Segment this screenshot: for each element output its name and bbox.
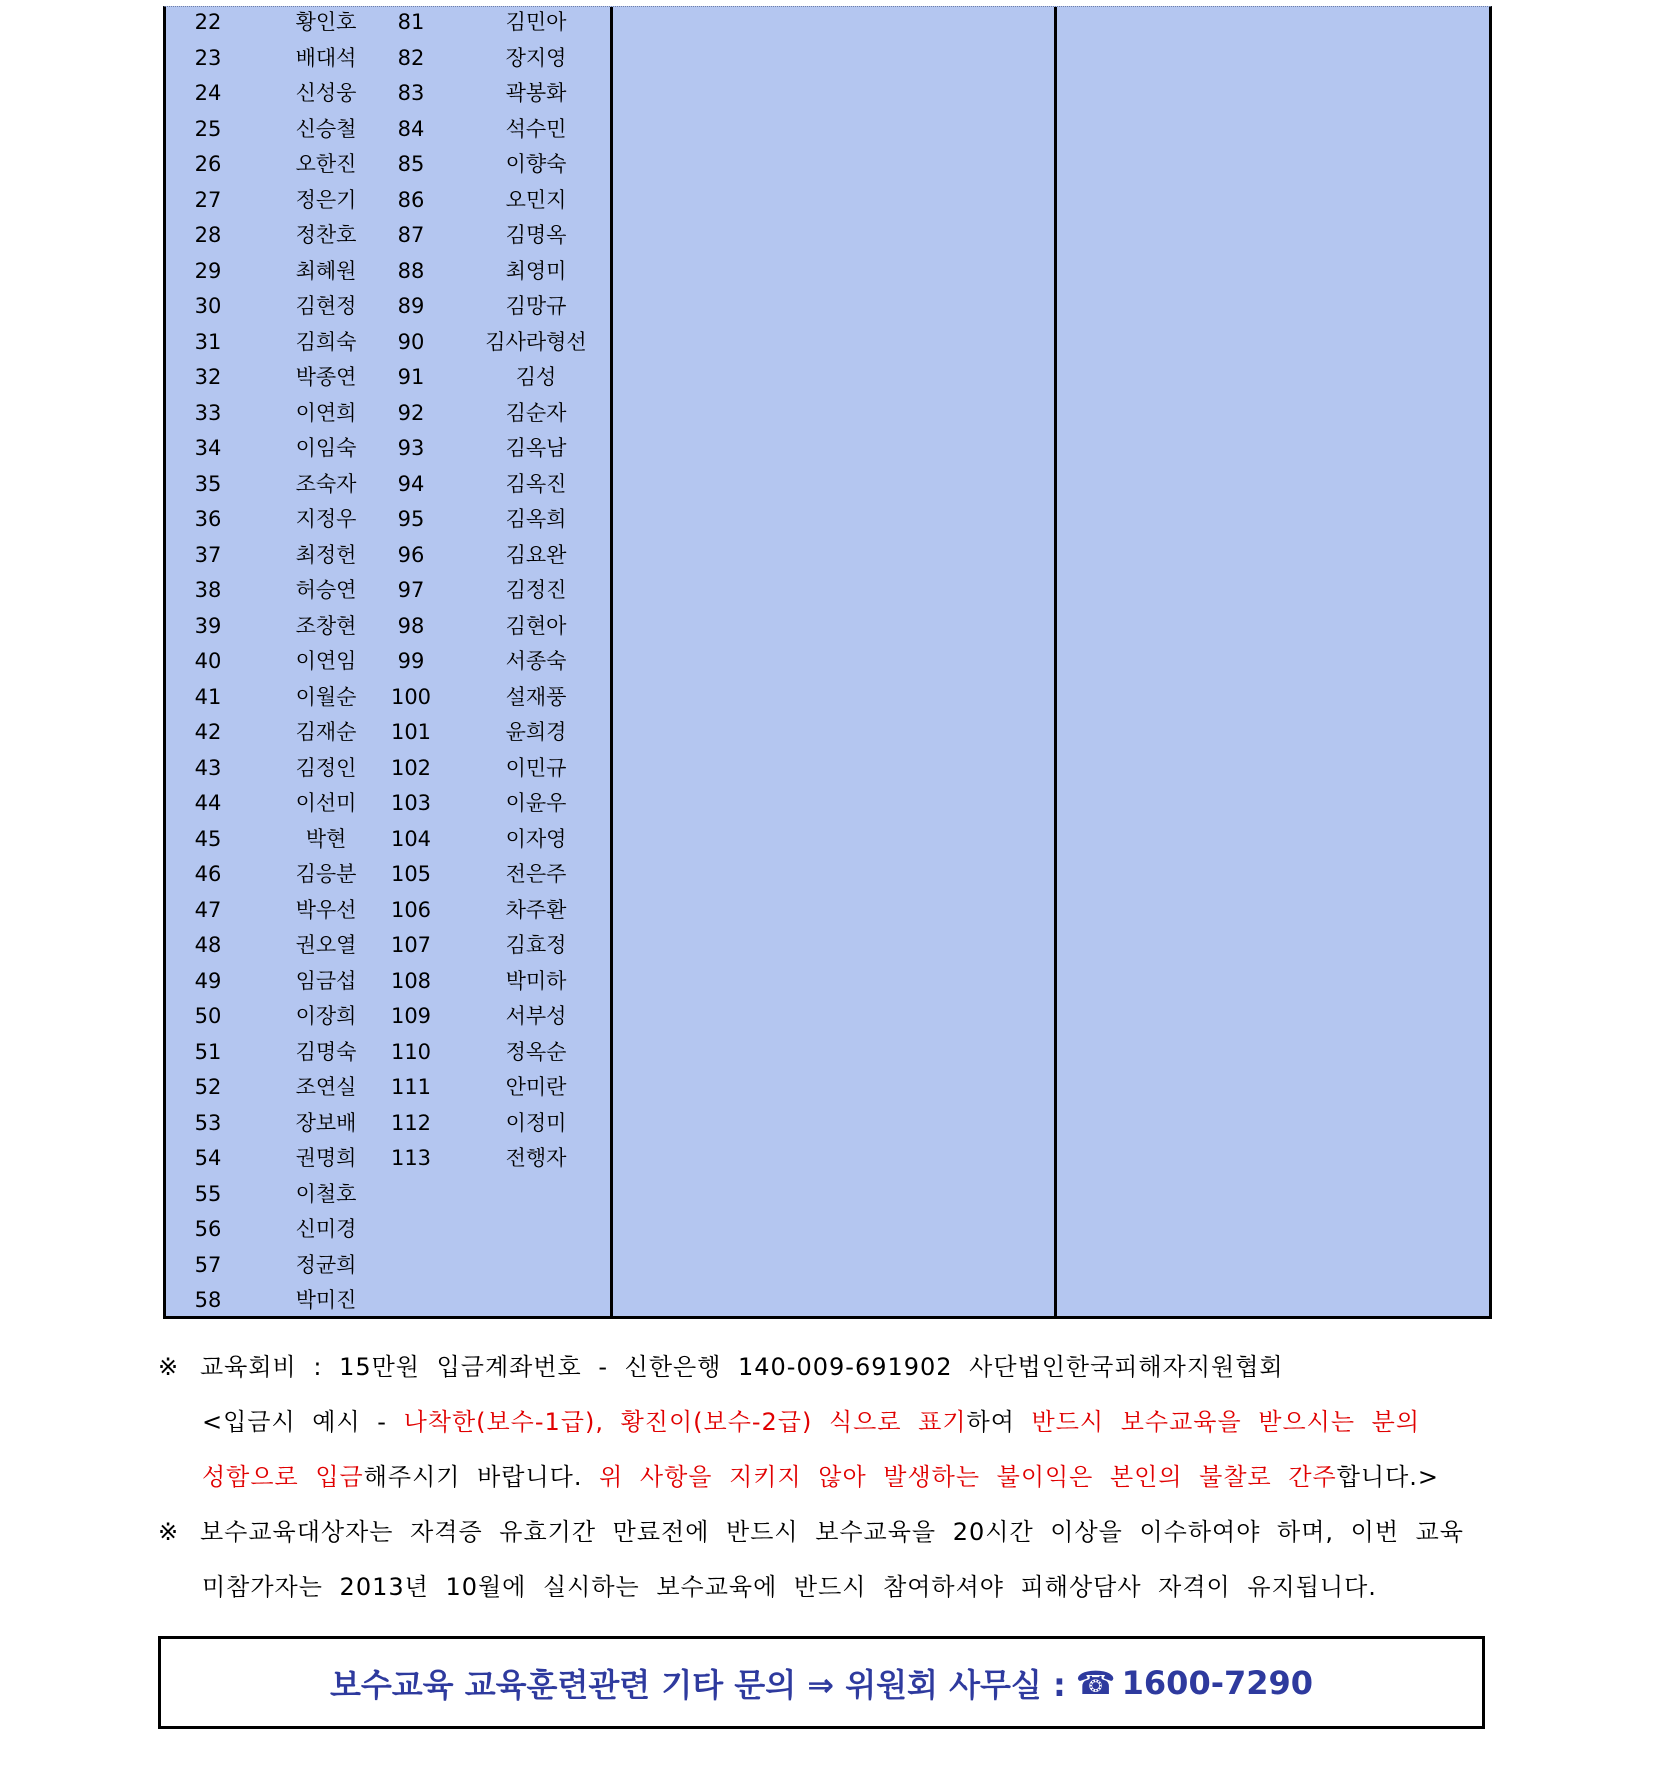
table-row xyxy=(166,504,606,540)
member-name: 장지영 xyxy=(505,45,567,70)
row-number: 32 xyxy=(194,365,222,389)
row-number: 110 xyxy=(390,1039,432,1064)
member-name: 전행자 xyxy=(505,1146,567,1170)
member-name: 서종숙 xyxy=(505,649,567,673)
table-row xyxy=(166,78,606,114)
row-number: 93 xyxy=(397,436,425,460)
row-number: 28 xyxy=(194,223,222,247)
table-row xyxy=(166,1108,606,1144)
row-number: 49 xyxy=(194,968,222,993)
table-row xyxy=(166,611,606,647)
deposit-must: 반드시 보수교육을 받으시는 분의 xyxy=(1031,1408,1421,1436)
member-name: 신승철 xyxy=(295,116,357,141)
row-number: 95 xyxy=(397,507,425,531)
row-number: 58 xyxy=(194,1288,222,1312)
row-number: 41 xyxy=(194,684,222,709)
member-name: 임금섭 xyxy=(295,968,357,993)
row-number: 54 xyxy=(194,1146,222,1170)
table-row xyxy=(166,895,606,931)
member-name: 이임숙 xyxy=(295,436,357,460)
row-number: 24 xyxy=(194,81,222,105)
row-number: 92 xyxy=(397,400,425,425)
member-name: 신성웅 xyxy=(295,81,357,105)
member-name: 정옥순 xyxy=(505,1039,567,1064)
member-name: 김망규 xyxy=(505,294,567,318)
member-name: 박종연 xyxy=(295,365,357,389)
telephone-icon: ☎ xyxy=(1075,1663,1116,1702)
row-number: 43 xyxy=(194,755,222,780)
member-name: 황인호 xyxy=(295,10,357,34)
deposit-open: <입금시 예시 - xyxy=(202,1408,404,1436)
row-number: 29 xyxy=(194,258,222,283)
member-name: 서부성 xyxy=(505,1004,567,1028)
member-name: 김옥희 xyxy=(505,507,567,531)
row-number: 90 xyxy=(397,329,425,354)
table-row xyxy=(166,1179,606,1215)
member-name: 김명숙 xyxy=(295,1039,357,1064)
member-name: 곽봉화 xyxy=(505,81,567,105)
row-number: 45 xyxy=(194,826,222,851)
row-number: 40 xyxy=(194,649,222,673)
table-row xyxy=(166,362,606,398)
member-name: 이선미 xyxy=(295,791,357,815)
row-number: 105 xyxy=(390,862,432,886)
row-number: 46 xyxy=(194,862,222,886)
reference-mark: ※ xyxy=(158,1518,180,1546)
requirement-line2: 미참가자는 2013년 10월에 실시하는 보수교육에 반드시 참여하셔야 피해상담사 자격이 유지됩니다. xyxy=(202,1573,1377,1601)
table-row xyxy=(166,291,606,327)
row-number: 81 xyxy=(397,10,425,34)
row-number: 48 xyxy=(194,933,222,957)
table-row xyxy=(166,149,606,185)
row-number: 85 xyxy=(397,152,425,176)
requirement-line1: 보수교육대상자는 자격증 유효기간 만료전에 반드시 보수교육을 20시간 이상을 이수하여야 하며, 이번 교육 xyxy=(200,1518,1464,1546)
row-number: 109 xyxy=(390,1004,432,1028)
row-number: 26 xyxy=(194,152,222,176)
member-name: 장보배 xyxy=(295,1110,357,1135)
member-name: 김사라형선 xyxy=(485,329,587,354)
deposit-note-line1 xyxy=(202,1402,1420,1442)
member-name: 이윤우 xyxy=(505,791,567,815)
row-number: 98 xyxy=(397,613,425,638)
member-name: 김민아 xyxy=(505,10,567,34)
table-row xyxy=(166,1037,606,1073)
member-name: 이정미 xyxy=(505,1110,567,1135)
row-number: 108 xyxy=(390,968,432,993)
reference-mark: ※ xyxy=(158,1353,180,1381)
fee-note xyxy=(158,1347,1284,1387)
deposit-warning: 위 사항을 지키지 않아 발생하는 불이익은 본인의 불찰로 간주 xyxy=(599,1463,1337,1491)
member-name: 신미경 xyxy=(295,1217,357,1241)
member-name: 김명옥 xyxy=(505,223,567,247)
row-number: 89 xyxy=(397,294,425,318)
deposit-example: 나착한(보수-1급), 황진이(보수-2급) 식으로 표기 xyxy=(403,1408,967,1436)
member-name: 박미진 xyxy=(295,1288,357,1312)
table-row xyxy=(166,859,606,895)
member-name: 이민규 xyxy=(505,755,567,780)
member-name: 이철호 xyxy=(295,1181,357,1206)
row-number: 101 xyxy=(390,720,432,744)
contact-phone: 1600-7290 xyxy=(1121,1663,1314,1702)
member-name: 조숙자 xyxy=(295,471,357,496)
row-number: 103 xyxy=(390,791,432,815)
member-name: 조창현 xyxy=(295,613,357,638)
member-name: 권명희 xyxy=(295,1146,357,1170)
row-number: 91 xyxy=(397,365,425,389)
row-number: 111 xyxy=(390,1075,432,1099)
table-row xyxy=(166,1250,606,1286)
row-number: 55 xyxy=(194,1181,222,1206)
member-name: 석수민 xyxy=(505,116,567,141)
table-row xyxy=(166,256,606,292)
member-name: 오민지 xyxy=(505,187,567,212)
table-row xyxy=(166,682,606,718)
table-row xyxy=(166,966,606,1002)
table-row xyxy=(166,575,606,611)
member-name: 김옥진 xyxy=(505,471,567,496)
row-number: 47 xyxy=(194,897,222,922)
row-number: 38 xyxy=(194,578,222,602)
row-number: 99 xyxy=(397,649,425,673)
table-row xyxy=(166,753,606,789)
member-name: 차주환 xyxy=(505,897,567,922)
fee-line: 교육회비 : 15만원 입금계좌번호 - 신한은행 140-009-691902 사단법인한국피해자지원협회 xyxy=(200,1353,1284,1381)
table-row xyxy=(166,930,606,966)
row-number: 52 xyxy=(194,1075,222,1099)
row-number: 113 xyxy=(390,1146,432,1170)
member-name: 이연희 xyxy=(295,400,357,425)
table-row xyxy=(166,540,606,576)
row-number: 87 xyxy=(397,223,425,247)
table-row xyxy=(166,1285,606,1321)
member-name: 박우선 xyxy=(295,897,357,922)
table-row xyxy=(166,1214,606,1250)
member-name: 조연실 xyxy=(295,1075,357,1099)
row-number: 94 xyxy=(397,471,425,496)
row-number: 112 xyxy=(390,1110,432,1135)
row-number: 50 xyxy=(194,1004,222,1028)
table-row xyxy=(166,7,606,43)
row-number: 37 xyxy=(194,542,222,567)
member-name: 박현 xyxy=(305,826,347,851)
table-row xyxy=(166,398,606,434)
table-row xyxy=(166,824,606,860)
contact-text: 보수교육 교육훈련관련 기타 문의 ⇒ 위원회 사무실 : xyxy=(329,1665,1066,1704)
member-name: 김순자 xyxy=(505,400,567,425)
member-name: 전은주 xyxy=(505,862,567,886)
member-name: 김효정 xyxy=(505,933,567,957)
row-number: 82 xyxy=(397,45,425,70)
deposit-name: 성함으로 입금 xyxy=(202,1463,364,1491)
member-name: 최영미 xyxy=(505,258,567,283)
row-number: 34 xyxy=(194,436,222,460)
row-number: 56 xyxy=(194,1217,222,1241)
member-name: 박미하 xyxy=(505,968,567,993)
row-number: 42 xyxy=(194,720,222,744)
table-row xyxy=(166,1072,606,1108)
table-row xyxy=(166,327,606,363)
table-row xyxy=(166,1143,606,1179)
member-name: 최혜원 xyxy=(295,258,357,283)
row-number: 97 xyxy=(397,578,425,602)
table-row xyxy=(166,646,606,682)
member-name: 이장희 xyxy=(295,1004,357,1028)
member-name: 김정진 xyxy=(505,578,567,602)
roster-table xyxy=(163,6,1492,1319)
table-row xyxy=(166,433,606,469)
member-name: 오한진 xyxy=(295,152,357,176)
member-name: 허승연 xyxy=(295,578,357,602)
row-number: 31 xyxy=(194,329,222,354)
member-name: 김정인 xyxy=(295,755,357,780)
deposit-request: 해주시기 바랍니다. xyxy=(363,1463,600,1491)
member-name: 이월순 xyxy=(295,684,357,709)
row-number: 100 xyxy=(390,684,432,709)
member-name: 안미란 xyxy=(505,1075,567,1099)
table-row xyxy=(166,114,606,150)
row-number: 51 xyxy=(194,1039,222,1064)
member-name: 김희숙 xyxy=(295,329,357,354)
row-number: 30 xyxy=(194,294,222,318)
table-row xyxy=(166,788,606,824)
row-number: 36 xyxy=(194,507,222,531)
row-number: 107 xyxy=(390,933,432,957)
row-number: 106 xyxy=(390,897,432,922)
row-number: 27 xyxy=(194,187,222,212)
row-number: 44 xyxy=(194,791,222,815)
requirement-note xyxy=(158,1512,1464,1552)
member-name: 윤희경 xyxy=(505,720,567,744)
table-row xyxy=(166,469,606,505)
table-row xyxy=(166,1001,606,1037)
row-number: 33 xyxy=(194,400,222,425)
row-number: 23 xyxy=(194,45,222,70)
member-name: 정균희 xyxy=(295,1252,357,1277)
row-number: 39 xyxy=(194,613,222,638)
member-name: 지정우 xyxy=(295,507,357,531)
member-name: 김옥남 xyxy=(505,436,567,460)
member-name: 김현정 xyxy=(295,294,357,318)
member-name: 권오열 xyxy=(295,933,357,957)
table-row xyxy=(166,717,606,753)
row-number: 57 xyxy=(194,1252,222,1277)
member-name: 김응분 xyxy=(295,862,357,886)
row-number: 102 xyxy=(390,755,432,780)
member-name: 정은기 xyxy=(295,187,357,212)
row-number: 53 xyxy=(194,1110,222,1135)
table-row xyxy=(166,185,606,221)
row-number: 104 xyxy=(390,826,432,851)
contact-box xyxy=(158,1636,1485,1729)
row-number: 25 xyxy=(194,116,222,141)
column-divider xyxy=(1054,7,1057,1316)
member-name: 김성 xyxy=(515,365,557,389)
member-name: 이자영 xyxy=(505,826,567,851)
member-name: 배대석 xyxy=(295,45,357,70)
row-number: 88 xyxy=(397,258,425,283)
member-name: 최정헌 xyxy=(295,542,357,567)
member-name: 김현아 xyxy=(505,613,567,638)
member-name: 이연임 xyxy=(295,649,357,673)
deposit-close: 합니다.> xyxy=(1336,1463,1440,1491)
row-number: 96 xyxy=(397,542,425,567)
member-name: 설재풍 xyxy=(505,684,567,709)
member-name: 김재순 xyxy=(295,720,357,744)
table-row xyxy=(166,220,606,256)
row-number: 84 xyxy=(397,116,425,141)
row-number: 83 xyxy=(397,81,425,105)
member-name: 정찬호 xyxy=(295,223,357,247)
row-number: 22 xyxy=(194,10,222,34)
row-number: 86 xyxy=(397,187,425,212)
table-row xyxy=(166,43,606,79)
deposit-mid: 하여 xyxy=(966,1408,1032,1436)
column-divider xyxy=(610,7,613,1316)
member-name: 김요완 xyxy=(505,542,567,567)
deposit-note-line2 xyxy=(202,1457,1439,1497)
requirement-note-line2 xyxy=(202,1567,1377,1607)
member-name: 이향숙 xyxy=(505,152,567,176)
row-number: 35 xyxy=(194,471,222,496)
